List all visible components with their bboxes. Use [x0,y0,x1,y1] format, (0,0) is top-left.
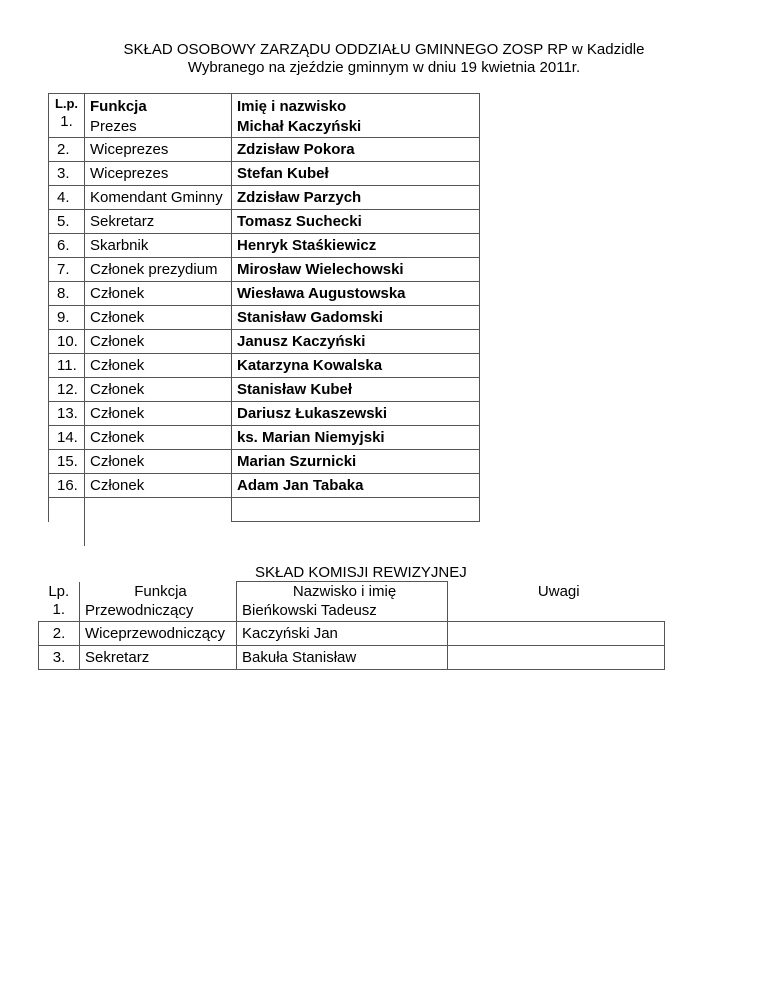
lp-cell: 3. [39,646,80,670]
table-row [49,306,480,330]
name-header: Imię i nazwisko [237,98,347,115]
function-value: Przewodniczący [85,601,194,619]
lp-cell: 10. [49,330,85,354]
function-cell: Członek [85,330,232,354]
name-cell: Kaczyński Jan [237,622,448,646]
name-cell: Bakuła Stanisław [237,646,448,670]
function-cell: Członek prezydium [85,258,232,282]
lp-cell: 16. [49,474,85,498]
function-header: Funkcja [90,98,147,115]
table-row [49,474,480,498]
function-cell: Członek [85,426,232,450]
function-cell: Skarbnik [85,234,232,258]
name-cell [232,94,480,138]
lp-cell: 5. [49,210,85,234]
function-cell: Członek [85,402,232,426]
lp-header: Lp. [48,582,70,600]
table-row-spacer [49,522,480,546]
notes-cell [448,582,665,622]
lp-cell: 13. [49,402,85,426]
function-cell: Członek [85,474,232,498]
table-row [39,646,665,670]
table-row-empty [49,498,480,522]
lp-cell [49,94,85,138]
table-row [49,138,480,162]
notes-cell [448,622,665,646]
lp-cell: 2. [39,622,80,646]
lp-value: 1. [60,113,73,130]
lp-cell: 3. [49,162,85,186]
name-cell: Zdzisław Pokora [232,138,480,162]
table-row [49,426,480,450]
lp-header: L.p. [54,96,79,111]
lp-cell: 11. [49,354,85,378]
table-row [49,210,480,234]
function-cell [85,94,232,138]
function-value: Prezes [90,118,137,135]
commission-title: SKŁAD KOMISJI REWIZYJNEJ [255,564,467,581]
table-row [49,186,480,210]
name-cell: Stanisław Kubeł [232,378,480,402]
lp-cell: 4. [49,186,85,210]
name-value: Michał Kaczyński [237,118,362,135]
name-cell: Zdzisław Parzych [232,186,480,210]
table-row [49,162,480,186]
function-cell: Sekretarz [80,646,237,670]
lp-cell: 8. [49,282,85,306]
table-row [49,354,480,378]
table-header-row [39,582,665,622]
function-cell [85,498,232,522]
lp-cell: 12. [49,378,85,402]
function-cell: Wiceprzewodniczący [80,622,237,646]
table-row [49,378,480,402]
name-cell: Stefan Kubeł [232,162,480,186]
function-header: Funkcja [134,582,187,600]
name-cell: Dariusz Łukaszewski [232,402,480,426]
table-header-row [49,94,480,138]
function-cell: Sekretarz [85,210,232,234]
function-cell: Członek [85,354,232,378]
spacer-cell [85,522,480,546]
table-row [49,402,480,426]
name-cell: Tomasz Suchecki [232,210,480,234]
name-header: Nazwisko i imię [292,583,397,600]
function-cell: Członek [85,378,232,402]
lp-cell: 7. [49,258,85,282]
table-row [49,450,480,474]
name-cell: Henryk Staśkiewicz [232,234,480,258]
table-row [49,258,480,282]
lp-value: 1. [52,600,65,618]
board-members-table [48,93,480,546]
name-cell: Stanisław Gadomski [232,306,480,330]
table-row [39,622,665,646]
lp-cell [49,498,85,522]
lp-cell: 6. [49,234,85,258]
name-cell [232,498,480,522]
name-value: Bieńkowski Tadeusz [242,602,377,619]
lp-cell: 15. [49,450,85,474]
name-cell: ks. Marian Niemyjski [232,426,480,450]
lp-cell [49,522,85,546]
name-cell: Adam Jan Tabaka [232,474,480,498]
lp-cell: 2. [49,138,85,162]
lp-cell: 9. [49,306,85,330]
function-cell: Członek [85,306,232,330]
header-title: SKŁAD OSOBOWY ZARZĄDU ODDZIAŁU GMINNEGO ZOSP RP w Kadzidle [123,41,645,58]
header-subtitle: Wybranego na zjeździe gminnym w dniu 19 kwietnia 2011r. [187,59,581,76]
function-cell: Członek [85,450,232,474]
lp-cell [39,582,80,622]
function-cell: Wiceprezes [85,162,232,186]
table-row [49,330,480,354]
function-cell: Wiceprezes [85,138,232,162]
name-cell: Mirosław Wielechowski [232,258,480,282]
name-cell: Wiesława Augustowska [232,282,480,306]
name-cell: Marian Szurnicki [232,450,480,474]
notes-header: Uwagi [537,582,580,600]
name-cell: Janusz Kaczyński [232,330,480,354]
table-row [49,282,480,306]
table-row [49,234,480,258]
audit-commission-table [38,581,665,670]
document-header [0,41,768,77]
name-cell [237,582,448,622]
name-cell: Katarzyna Kowalska [232,354,480,378]
function-cell [80,582,237,622]
lp-cell: 14. [49,426,85,450]
function-cell: Komendant Gminny [85,186,232,210]
function-cell: Członek [85,282,232,306]
notes-cell [448,646,665,670]
